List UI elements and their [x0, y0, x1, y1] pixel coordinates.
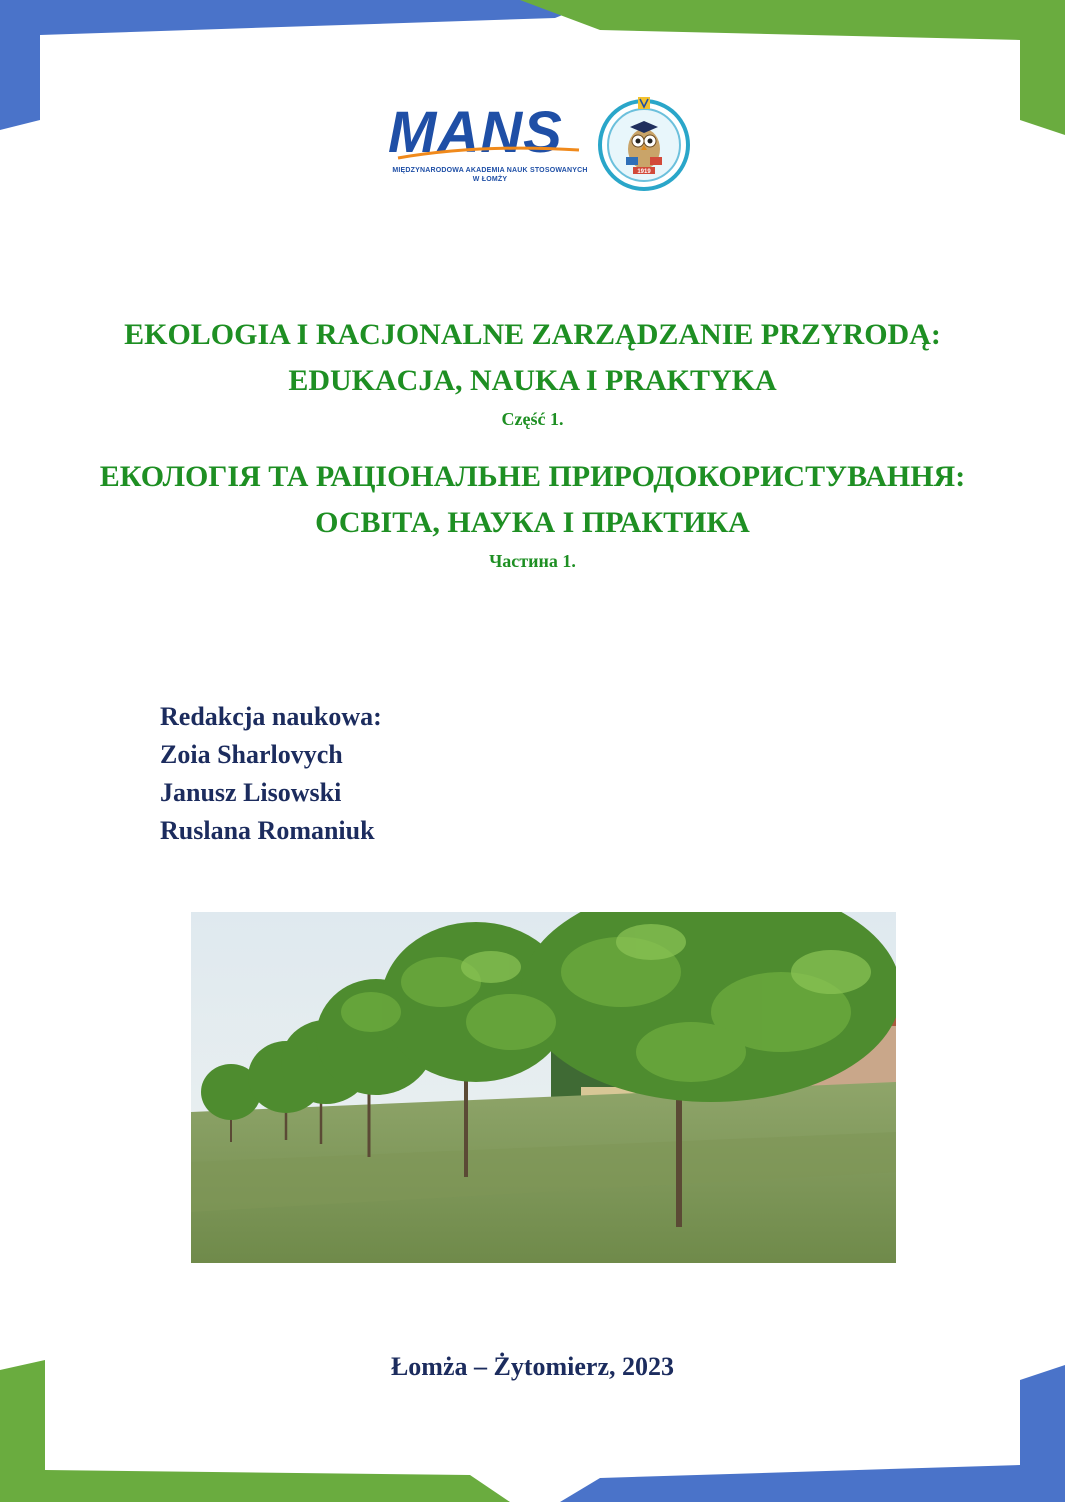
logo-area	[0, 0, 1065, 220]
mans-wordmark: MANS	[388, 100, 563, 165]
title-polish-line1: EKOLOGIA I RACJONALNE ZARZĄDZANIE PRZYRODĄ:	[124, 318, 941, 351]
title-polish-part: Część 1.	[501, 409, 564, 429]
editor-name: Janusz Lisowski	[160, 778, 342, 807]
mans-swoosh-icon	[396, 144, 581, 164]
tree-row-photo	[191, 912, 896, 1263]
title-ukrainian-line2: ОСВІТА, НАУКА І ПРАКТИКА	[315, 506, 750, 539]
title-polish	[0, 312, 1065, 432]
frame-corner-bottom-right	[560, 1365, 1065, 1502]
mans-subtitle: MIĘDZYNARODOWA AKADEMIA NAUK STOSOWANYCH	[392, 167, 588, 174]
title-ukrainian-line1: ЕКОЛОГІЯ ТА РАЦІОНАЛЬНЕ ПРИРОДОКОРИСТУВАННЯ:	[99, 460, 966, 493]
editors-block	[160, 698, 382, 850]
title-polish-line2: EDUKACJA, NAUKA I PRAKTYKA	[288, 364, 777, 397]
editors-heading: Redakcja naukowa:	[160, 702, 382, 731]
editor-name: Zoia Sharlovych	[160, 740, 343, 769]
seal-year: 1919	[637, 169, 651, 175]
cover-photo	[191, 912, 896, 1263]
mans-logo	[388, 102, 588, 192]
editor-name: Ruslana Romaniuk	[160, 816, 375, 845]
title-ukrainian	[0, 454, 1065, 574]
owl-seal-icon	[596, 95, 692, 191]
imprint: Łomża – Żytomierz, 2023	[390, 1352, 675, 1381]
mans-subtitle-city: W ŁOMŻY	[472, 176, 508, 183]
title-ukrainian-part: Частина 1.	[489, 551, 576, 571]
